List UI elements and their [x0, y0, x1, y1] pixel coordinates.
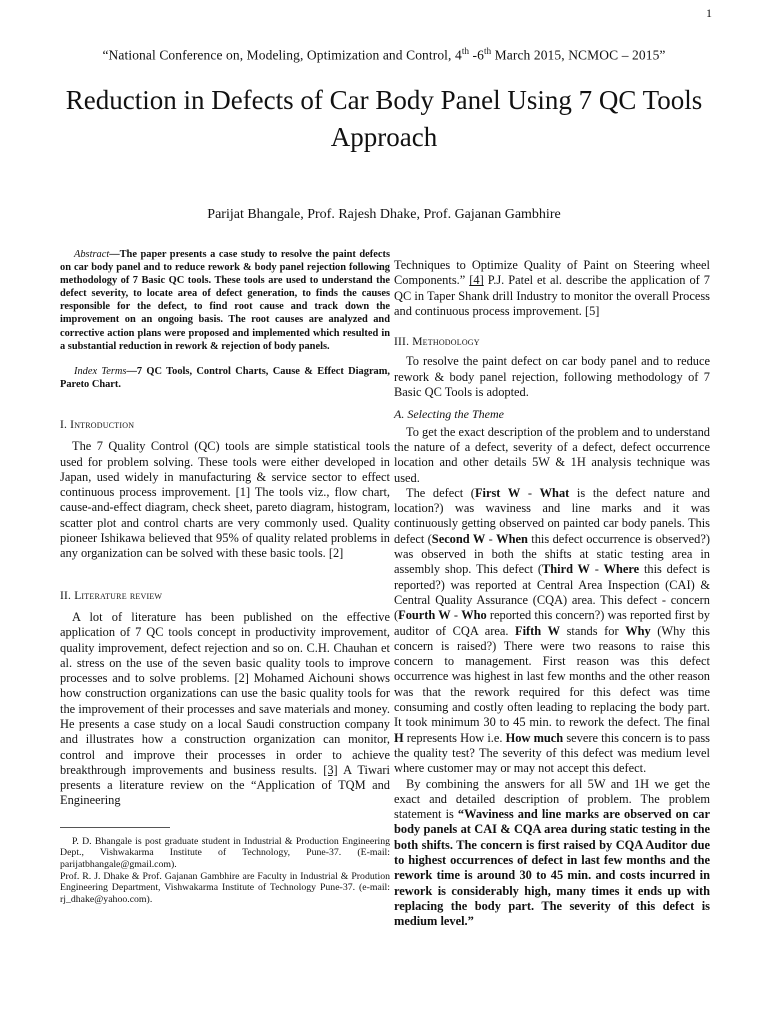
section-heading-methodology: III. Methodology	[394, 336, 480, 349]
authors: Parijat Bhangale, Prof. Rajesh Dhake, Prof. Gajanan Gambhire	[207, 207, 561, 222]
section-heading-introduction: I. Introduction	[60, 418, 135, 431]
reference-link[interactable]: [4]	[469, 273, 484, 288]
theme-paragraph-defect: The defect (First W - What is the defect nature and location?) was waviness and line marks and it was continuously getting observed on painted car body panels. This defect (Second W - When this defect occurrence is observed?) was observed in both the shifts at static testing area in assembly shop. This defect (Third W - Where this defect is reported?) was reported at Central Area Inspection (CAI) & Central Quality Assurance (CQA) area. This defect - concern (Fourth W - Who reported this concern?) was reported first by auditor of CQA area. Fifth W stands for Why (Why this concern is raised?) There were two reasons to raise this concern to management. First reason was this defect occurrence was highest in last few months and the other reason was that the rework required for this defect was time consuming and costly often leading to replacing the body part. It took minimum 30 to 45 min. to rework the defect. The final H represents How i.e. How much severe this concern is to pass the quality test? The severity of this defect was medium level where customer may or may not accept this defect.	[394, 485, 711, 776]
subsection-heading-theme: A. Selecting the Theme	[394, 407, 504, 422]
conference-header: “National Conference on, Modeling, Optimization and Control, 4th -6th March 2015, NCMOC – 2015”	[102, 46, 666, 63]
index-terms: Index Terms—7 QC Tools, Control Charts, Cause & Effect Diagram, Pareto Chart.	[60, 365, 390, 390]
abstract: Abstract—The paper presents a case study to resolve the paint defects on car body panel and to reduce rework & body panel rejection following methodology of 7 Basic QC tools. These tools are used to understand the defect severity, to locate area of defect generation, to finds the causes responsible for the defect, to find root cause and track down the improvement on an ongoing basis. The root causes are analyzed and corrective action plans were proposed and implemented which resulted in a substantial reduction in rework & rejection of body panels.	[60, 249, 390, 352]
footnote-rule	[60, 827, 170, 828]
theme-paragraph-problem-statement: By combining the answers for all 5W and 1H we get the exact and detailed description of problem. The problem statement is “Waviness and line marks are observed on car body panels at CAI & CQA area during static testing in the both shifts. The concern is first raised by CQA Auditor due to highest occurrences of defect in last few months and the rework time is around 30 to 45 min. and costs incurred in rework is considerably high, many times it ends up with replacing the body part. The severity of this defect is medium level.”	[394, 776, 710, 929]
page-number: 1	[706, 6, 712, 20]
literature-continued: Techniques to Optimize Quality of Paint on Steering wheel Components.” [4] P.J. Patel et al. describe the application of 7 QC in Taper Shank drill Industry to monitor the overall Process and continuous process improvement. [5]	[394, 258, 710, 318]
theme-paragraph-1: To get the exact description of the problem and to understand the nature of a defect, severity of a defect, defect occurrence location and other details 5W & 1H analysis technique was used.	[394, 424, 710, 485]
right-column	[394, 258, 710, 929]
left-column	[60, 248, 390, 905]
paper-title: Reduction in Defects of Car Body Panel Using 7 QC Tools Approach	[65, 85, 703, 152]
footnote-1: P. D. Bhangale is post graduate student in Industrial & Production Engineering Dept., Vishwakarma Institute of Technology, Pune-37. (E-mail: parijatbhangale@gmail.com).	[60, 835, 390, 870]
methodology-text: To resolve the paint defect on car body panel and to reduce rework & body panel rejection, following methodology of 7 Basic QC Tools is adopted.	[394, 354, 710, 400]
literature-text: A lot of literature has been published on the effective application of 7 QC tools concept in productivity improvement, quality improvement, defect rejection and so on. C.H. Chauhan et al. stress on the use of the seven basic quality tools to improve processes and to solve problems. [2] Mohamed Aichouni shows how construction organizations can use the basic quality tools for the improvement of their processes and save materials and money. He presents a case study on a local Saudi construction company and illustrates how a construction organization can monitor, control and improve their processes in order to achieve breakthrough improvements and business results. [3] A Tiwari presents a literature review on the “Application of TQM and Engineering	[60, 609, 390, 808]
footnote-2: Prof. R. J. Dhake & Prof. Gajanan Gambhire are Faculty in Industrial & Prodution Engineering Department, Vishwakarma Institute of Technology Pune-37. (e-mail: rj_dhake@yahoo.com).	[60, 870, 390, 905]
introduction-text: The 7 Quality Control (QC) tools are simple statistical tools used for problem solving. These tools were either developed in Japan, used widely in manufacturing & service sector to effect continuous process improvement. [1] The tools viz., flow chart, cause-and-effect diagram, check sheet, pareto diagram, histogram, scatter plot and control charts are very commonly used. Quality pioneer Ishikawa believed that 95% of quality related problems in any organization can be solved with these basic tools. [2]	[60, 439, 390, 561]
section-heading-literature: II. Literature review	[60, 589, 163, 602]
reference-link[interactable]: [3]	[323, 762, 338, 777]
